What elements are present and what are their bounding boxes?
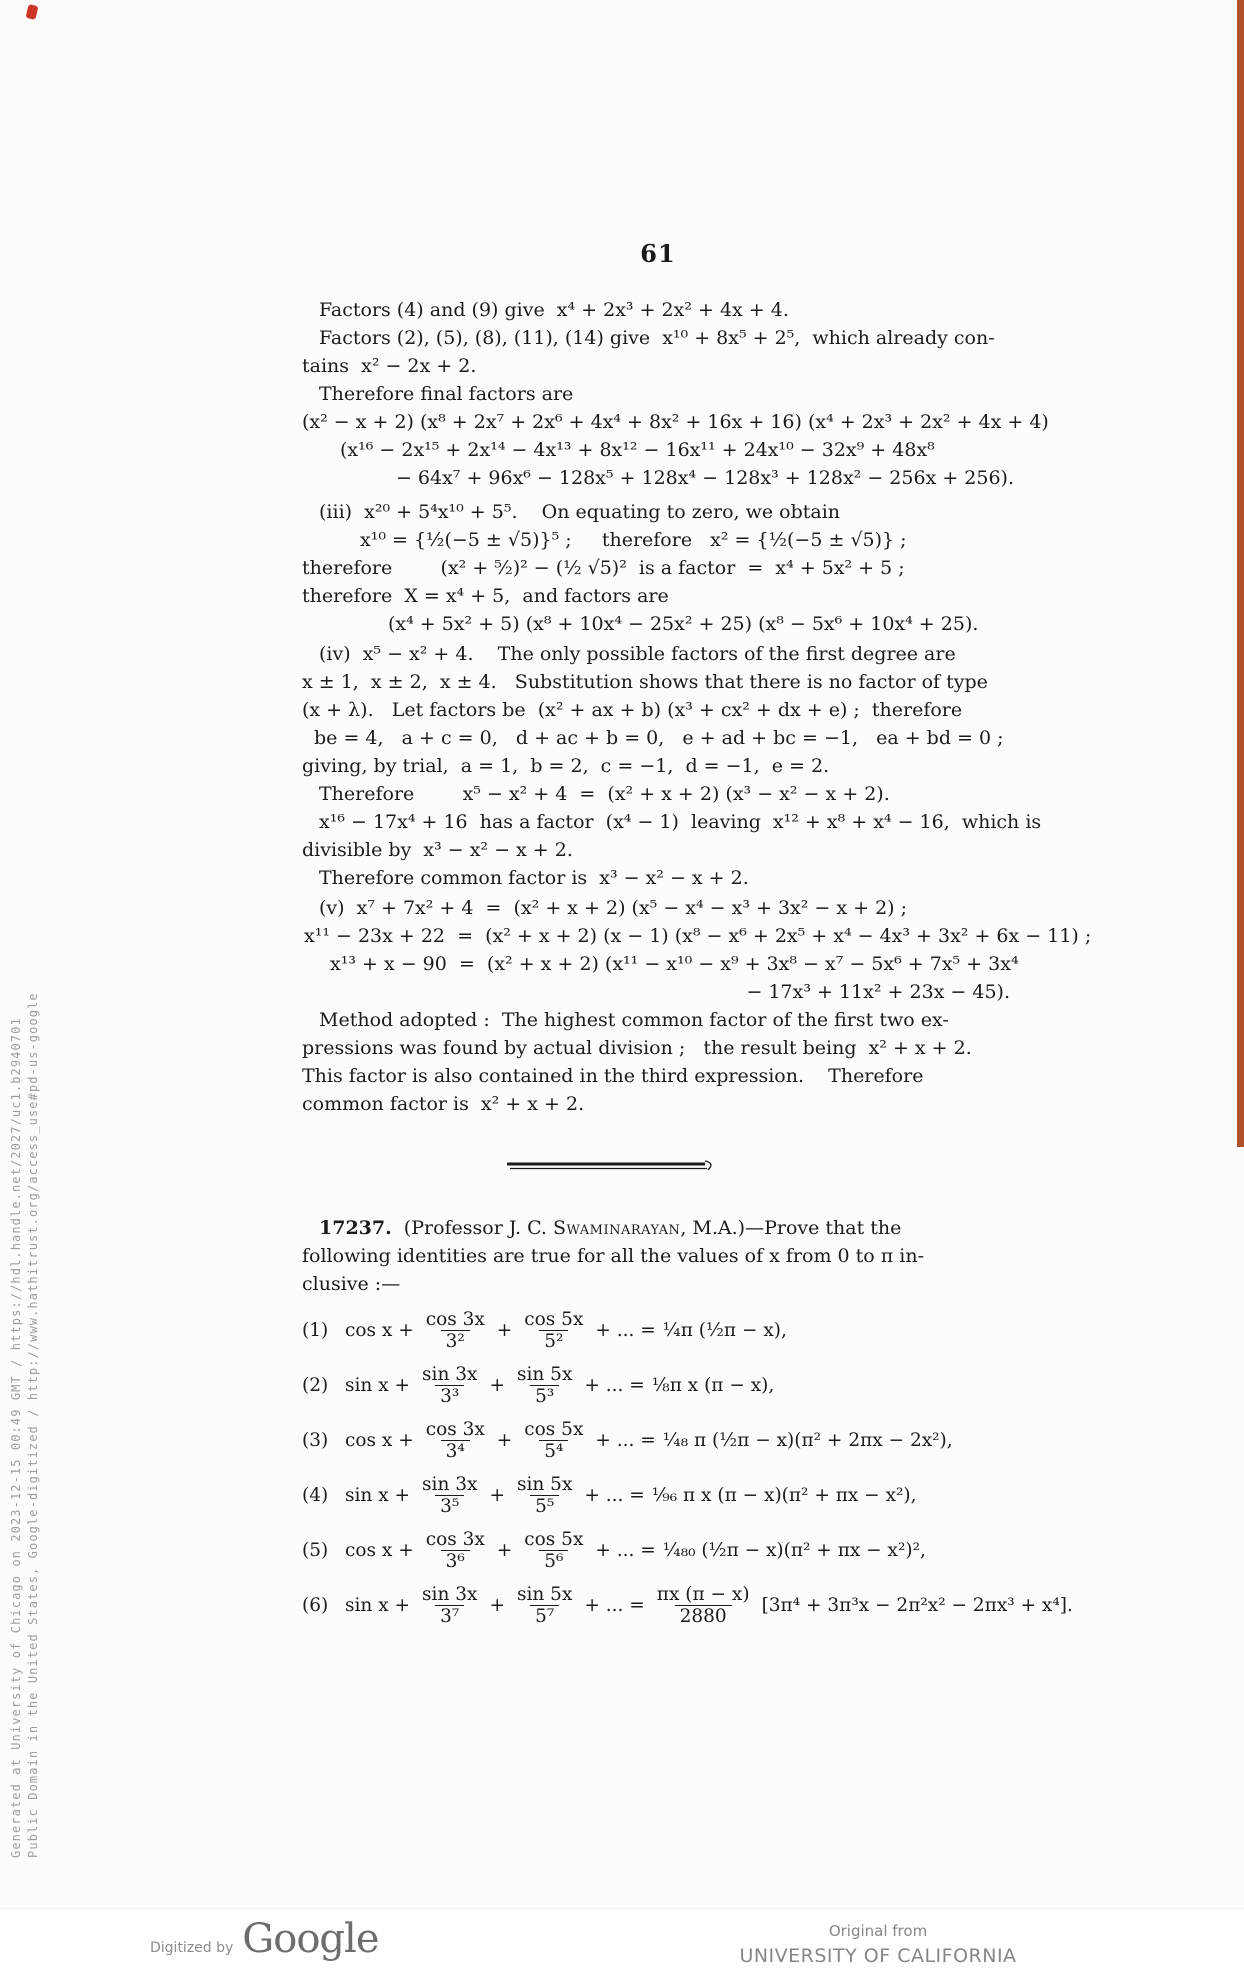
identity-equation-5	[302, 1523, 1014, 1578]
ellipsis-equals: + ... =	[595, 1430, 656, 1451]
solution-line: This factor is also contained in the third expression. Therefore	[302, 1065, 924, 1087]
problem-heading	[302, 1214, 1014, 1242]
equation-lead: sin x +	[345, 1375, 411, 1396]
solution-line: therefore (x² + ⁵⁄₂)² − (½ √5)² is a factor = x⁴ + 5x² + 5 ;	[302, 557, 905, 579]
original-from	[728, 1920, 1028, 1970]
equation-rhs: ¹⁄₄₈ π (½π − x)(π² + 2πx − 2x²),	[662, 1430, 953, 1451]
problem-number: 17237.	[319, 1217, 392, 1239]
solution-equation-line: − 17x³ + 11x² + 23x − 45).	[746, 981, 1010, 1003]
identity-equation-4	[302, 1468, 1014, 1523]
solution-line: Method adopted : The highest common factor of the first two ex-	[319, 1009, 949, 1031]
fraction: $\frac{\cos 3x}{\text{3²}}$	[425, 1308, 485, 1352]
plus-operator: +	[496, 1540, 513, 1561]
digitized-by-google	[150, 1916, 378, 1962]
solution-line: divisible by x³ − x² − x + 2.	[302, 839, 573, 861]
fraction: $\frac{\cos 3x}{\text{3⁴}}$	[425, 1418, 485, 1462]
fraction: $\frac{\sin 5x}{\text{5⁷}}$	[516, 1583, 573, 1627]
ellipsis-equals: + ... =	[584, 1375, 645, 1396]
plus-operator: +	[489, 1485, 505, 1506]
plus-operator: +	[489, 1375, 505, 1396]
fraction: $\frac{\cos 3x}{\text{3⁶}}$	[425, 1528, 485, 1572]
solution-line: (iv) x⁵ − x² + 4. The only possible factors of the first degree are	[319, 643, 956, 665]
fraction: $\frac{\cos 5x}{\text{5⁶}}$	[524, 1528, 584, 1572]
solution-line: (x + λ). Let factors be (x² + ax + b) (x³ + cx² + dx + e) ; therefore	[302, 699, 963, 721]
margin-text-line1: Generated at University of Chicago on 2023-12-15 00:49 GMT / https://hdl.handle.net/2027/uc1.b2940701	[9, 1017, 23, 1858]
solution-line: therefore X = x⁴ + 5, and factors are	[302, 585, 669, 607]
rhs-fraction: $\frac{\pi x (\pi - x)}{2880}$	[656, 1583, 750, 1627]
equation-lead: sin x +	[345, 1595, 411, 1616]
fraction: $\frac{\sin 3x}{\text{3⁵}}$	[422, 1473, 478, 1517]
solution-line: Factors (2), (5), (8), (11), (14) give x¹⁰ + 8x⁵ + 2⁵, which already con-	[319, 327, 995, 349]
solution-line: giving, by trial, a = 1, b = 2, c = −1, d = −1, e = 2.	[302, 755, 830, 777]
margin-text-line2: Public Domain in the United States, Google-digitized / http://www.hathitrust.org/access_use#pd-us-google	[26, 992, 40, 1858]
page-number: 61	[640, 239, 676, 268]
equation-rhs: ¹⁄₉₆ π x (π − x)(π² + πx − x²),	[651, 1485, 917, 1506]
ellipsis-equals: + ... =	[595, 1540, 656, 1561]
problem-statement-start: , M.A.)—Prove that the	[680, 1217, 902, 1239]
fraction: $\frac{\sin 3x}{\text{3⁷}}$	[422, 1583, 478, 1627]
identity-equations	[302, 1303, 1073, 1633]
scan-artifact-strip	[1237, 0, 1244, 1147]
page-content	[302, 239, 1092, 1633]
plus-operator: +	[489, 1595, 505, 1616]
solution-line: Factors (4) and (9) give x⁴ + 2x³ + 2x² + 4x + 4.	[319, 299, 789, 321]
digitized-by-label: Digitized by	[150, 1940, 234, 1956]
plus-operator: +	[496, 1320, 513, 1341]
equation-rhs: ¹⁄₄₈₀ (½π − x)(π² + πx − x²)²,	[662, 1540, 926, 1561]
hathitrust-margin-text	[8, 992, 42, 1858]
solution-line: pressions was found by actual division ; the result being x² + x + 2.	[302, 1037, 972, 1059]
identity-equation-3	[302, 1413, 1014, 1468]
fraction: $\frac{\sin 5x}{\text{5⁵}}$	[516, 1473, 573, 1517]
section-divider	[507, 1160, 1014, 1172]
ellipsis-equals: + ... =	[584, 1595, 645, 1616]
solution-equation-line: (x⁴ + 5x² + 5) (x⁸ + 10x⁴ − 25x² + 25) (x⁸ − 5x⁶ + 10x⁴ + 25).	[388, 613, 979, 635]
solution-equation-line: (x¹⁶ − 2x¹⁵ + 2x¹⁴ − 4x¹³ + 8x¹² − 16x¹¹ + 24x¹⁰ − 32x⁹ + 48x⁸	[340, 439, 935, 461]
solution-line: Therefore final factors are	[319, 383, 574, 405]
equation-number: (3)	[302, 1430, 329, 1451]
equation-rhs: ⅛π x (π − x),	[651, 1375, 775, 1396]
fraction: $\frac{\cos 5x}{\text{5²}}$	[524, 1308, 584, 1352]
identity-equation-2	[302, 1358, 1014, 1413]
equation-number: (4)	[302, 1485, 329, 1506]
solution-line: (v) x⁷ + 7x² + 4 = (x² + x + 2) (x⁵ − x⁴ − x³ + 3x² − x + 2) ;	[319, 897, 908, 919]
solution-equation-line: x¹³ + x − 90 = (x² + x + 2) (x¹¹ − x¹⁰ − x⁹ + 3x⁸ − x⁷ − 5x⁶ + 7x⁵ + 3x⁴	[330, 953, 1019, 975]
solution-line: common factor is x² + x + 2.	[302, 1093, 585, 1115]
problem-statement-line: clusive :—	[302, 1273, 401, 1295]
fraction: $\frac{\cos 5x}{\text{5⁴}}$	[524, 1418, 584, 1462]
solution-line: (iii) x²⁰ + 5⁴x¹⁰ + 5⁵. On equating to zero, we obtain	[319, 501, 841, 523]
solution-line: x ± 1, x ± 2, x ± 4. Substitution shows that there is no factor of type	[302, 671, 988, 693]
problem-author-name: Swaminarayan	[553, 1217, 681, 1239]
ellipsis-equals: + ... =	[595, 1320, 656, 1341]
solution-equation-line: x¹⁰ = {½(−5 ± √5)}⁵ ; therefore x² = {½(−5 ± √5)} ;	[360, 529, 907, 551]
solution-equation-line: − 64x⁷ + 96x⁶ − 128x⁵ + 128x⁴ − 128x³ + 128x² − 256x + 256).	[395, 467, 1014, 489]
original-from-label: Original from	[828, 1922, 928, 1940]
ellipsis-equals: + ... =	[584, 1485, 645, 1506]
equation-lead: cos x +	[345, 1540, 414, 1561]
problem-author-pre: (Professor J. C.	[391, 1217, 554, 1239]
equation-lead: cos x +	[345, 1320, 414, 1341]
equation-number: (6)	[302, 1595, 329, 1616]
equation-rhs: ¼π (½π − x),	[662, 1320, 787, 1341]
identity-equation-6	[302, 1578, 1073, 1633]
fraction: $\frac{\sin 5x}{\text{5³}}$	[516, 1363, 573, 1407]
problem-statement-line: following identities are true for all the values of x from 0 to π in-	[302, 1245, 925, 1267]
equation-number: (5)	[302, 1540, 329, 1561]
solution-equation-line: x¹¹ − 23x + 22 = (x² + x + 2) (x − 1) (x⁸ − x⁶ + 2x⁵ + x⁴ − 4x³ + 3x² + 6x − 11) ;	[304, 925, 1092, 947]
plus-operator: +	[496, 1430, 513, 1451]
solution-line: Therefore common factor is x³ − x² − x + 2.	[319, 867, 749, 889]
solution-line: x¹⁶ − 17x⁴ + 16 has a factor (x⁴ − 1) leaving x¹² + x⁸ + x⁴ − 16, which is	[319, 811, 1042, 833]
fraction: $\frac{\sin 3x}{\text{3³}}$	[422, 1363, 478, 1407]
equation-lead: cos x +	[345, 1430, 414, 1451]
solution-equation-line: (x² − x + 2) (x⁸ + 2x⁷ + 2x⁶ + 4x⁴ + 8x² + 16x + 16) (x⁴ + 2x³ + 2x² + 4x + 4)	[302, 411, 1049, 433]
equation-number: (2)	[302, 1375, 329, 1396]
identity-equation-1	[302, 1303, 1014, 1358]
solution-line: tains x² − 2x + 2.	[302, 355, 477, 377]
google-logo: Google	[242, 1916, 379, 1962]
solution-line: be = 4, a + c = 0, d + ac + b = 0, e + ad + bc = −1, ea + bd = 0 ;	[314, 727, 1004, 749]
equation-rhs-tail: [3π⁴ + 3π³x − 2π²x² − 2πx³ + x⁴].	[761, 1595, 1073, 1616]
university-label: UNIVERSITY OF CALIFORNIA	[739, 1945, 1017, 1967]
equation-number: (1)	[302, 1320, 329, 1341]
solution-line: Therefore x⁵ − x² + 4 = (x² + x + 2) (x³ − x² − x + 2).	[319, 783, 890, 805]
equation-lead: sin x +	[345, 1485, 411, 1506]
